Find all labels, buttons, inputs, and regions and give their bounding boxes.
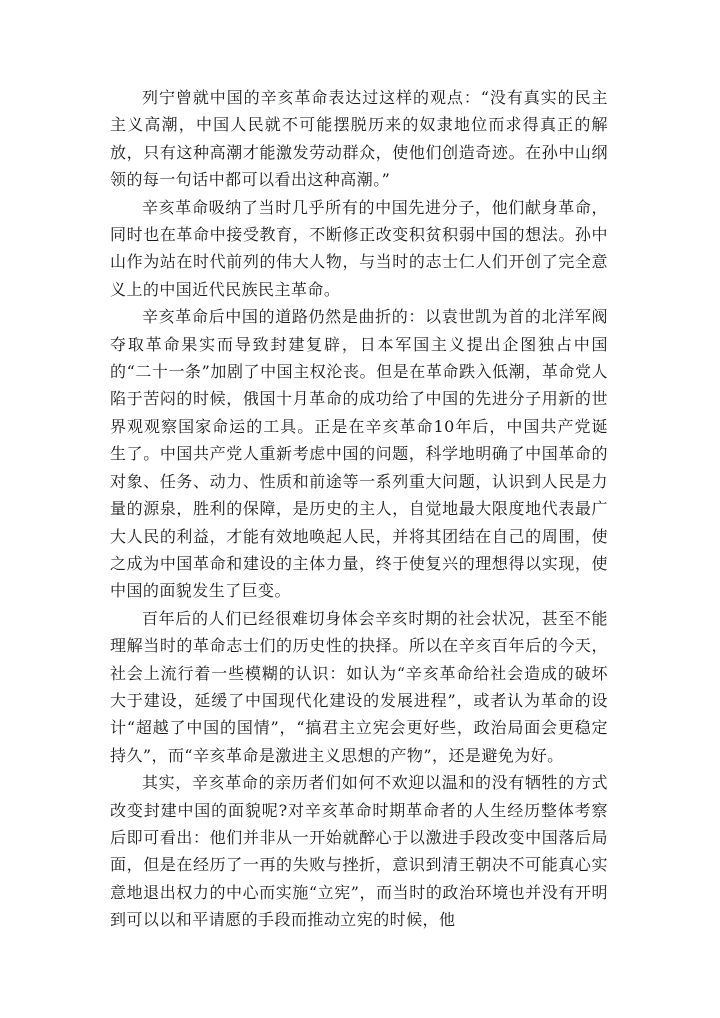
paragraph-centennial-views: 百年后的人们已经很难切身体会辛亥时期的社会状况，甚至不能理解当时的革命志士们的历史性的抉择。所以在辛亥百年后的今天，社会上流行着一些模糊的认识：如认为“辛亥革命给社会造成的破坏大于建设，延缓了中国现代化建设的发展进程”，或者认为革命的设计“超越了中国的国情”，“搞君主立宪会更好些，政治局面会更稳定持久”，而“辛亥革命是激进主义思想的产物”，还是避免为好。: [110, 608, 608, 765]
paragraph-in-fact: 其实，辛亥革命的亲历者们如何不欢迎以温和的没有牺牲的方式改变封建中国的面貌呢?对辛亥革命时期革命者的人生经历整体考察后即可看出：他们并非从一开始就醉心于以激进手段改变中国落后局面，但是在经历了一再的失败与挫折，意识到清王朝决不可能真心实意地退出权力的中心而实施“立宪”，而当时的政治环境也并没有开明到可以以和平请愿的手段而推动立宪的时候，他: [110, 773, 608, 930]
document-body: [110, 84, 608, 934]
paragraph-road-after-revolution: 辛亥革命后中国的道路仍然是曲折的：以袁世凯为首的北洋军阀夺取革命果实而导致封建复辟，日本军国主义提出企图独占中国的“二十一条”加剧了中国主权沦丧。但是在革命跌入低潮，革命党人陷于苦闷的时候，俄国十月革命的成功给了中国的先进分子用新的世界观观察国家命运的工具。正是在辛亥革命10年后，中国共产党诞生了。中国共产党人重新考虑中国的问题，科学地明确了中国革命的对象、任务、动力、性质和前途等一系列重大问题，认识到人民是力量的源泉，胜利的保障，是历史的主人，自觉地最大限度地代表最广大人民的利益，才能有效地唤起人民，并将其团结在自己的周围，使之成为中国革命和建设的主体力量，终于使复兴的理想得以实现，使中国的面貌发生了巨变。: [110, 307, 608, 601]
paragraph-lenin-quote: 列宁曾就中国的辛亥革命表达过这样的观点：“没有真实的民主主义高潮，中国人民就不可能摆脱历来的奴隶地位而求得真正的解放，只有这种高潮才能激发劳动群众，使他们创造奇迹。在孙中山纲领的每一句话中都可以看出这种高潮。”: [110, 88, 608, 190]
paragraph-revolution-absorbed: 辛亥革命吸纳了当时几乎所有的中国先进分子，他们献身革命，同时也在革命中接受教育，不断修正改变积贫积弱中国的想法。孙中山作为站在时代前列的伟大人物，与当时的志士仁人们开创了完全意义上的中国近代民族民主革命。: [110, 197, 608, 299]
